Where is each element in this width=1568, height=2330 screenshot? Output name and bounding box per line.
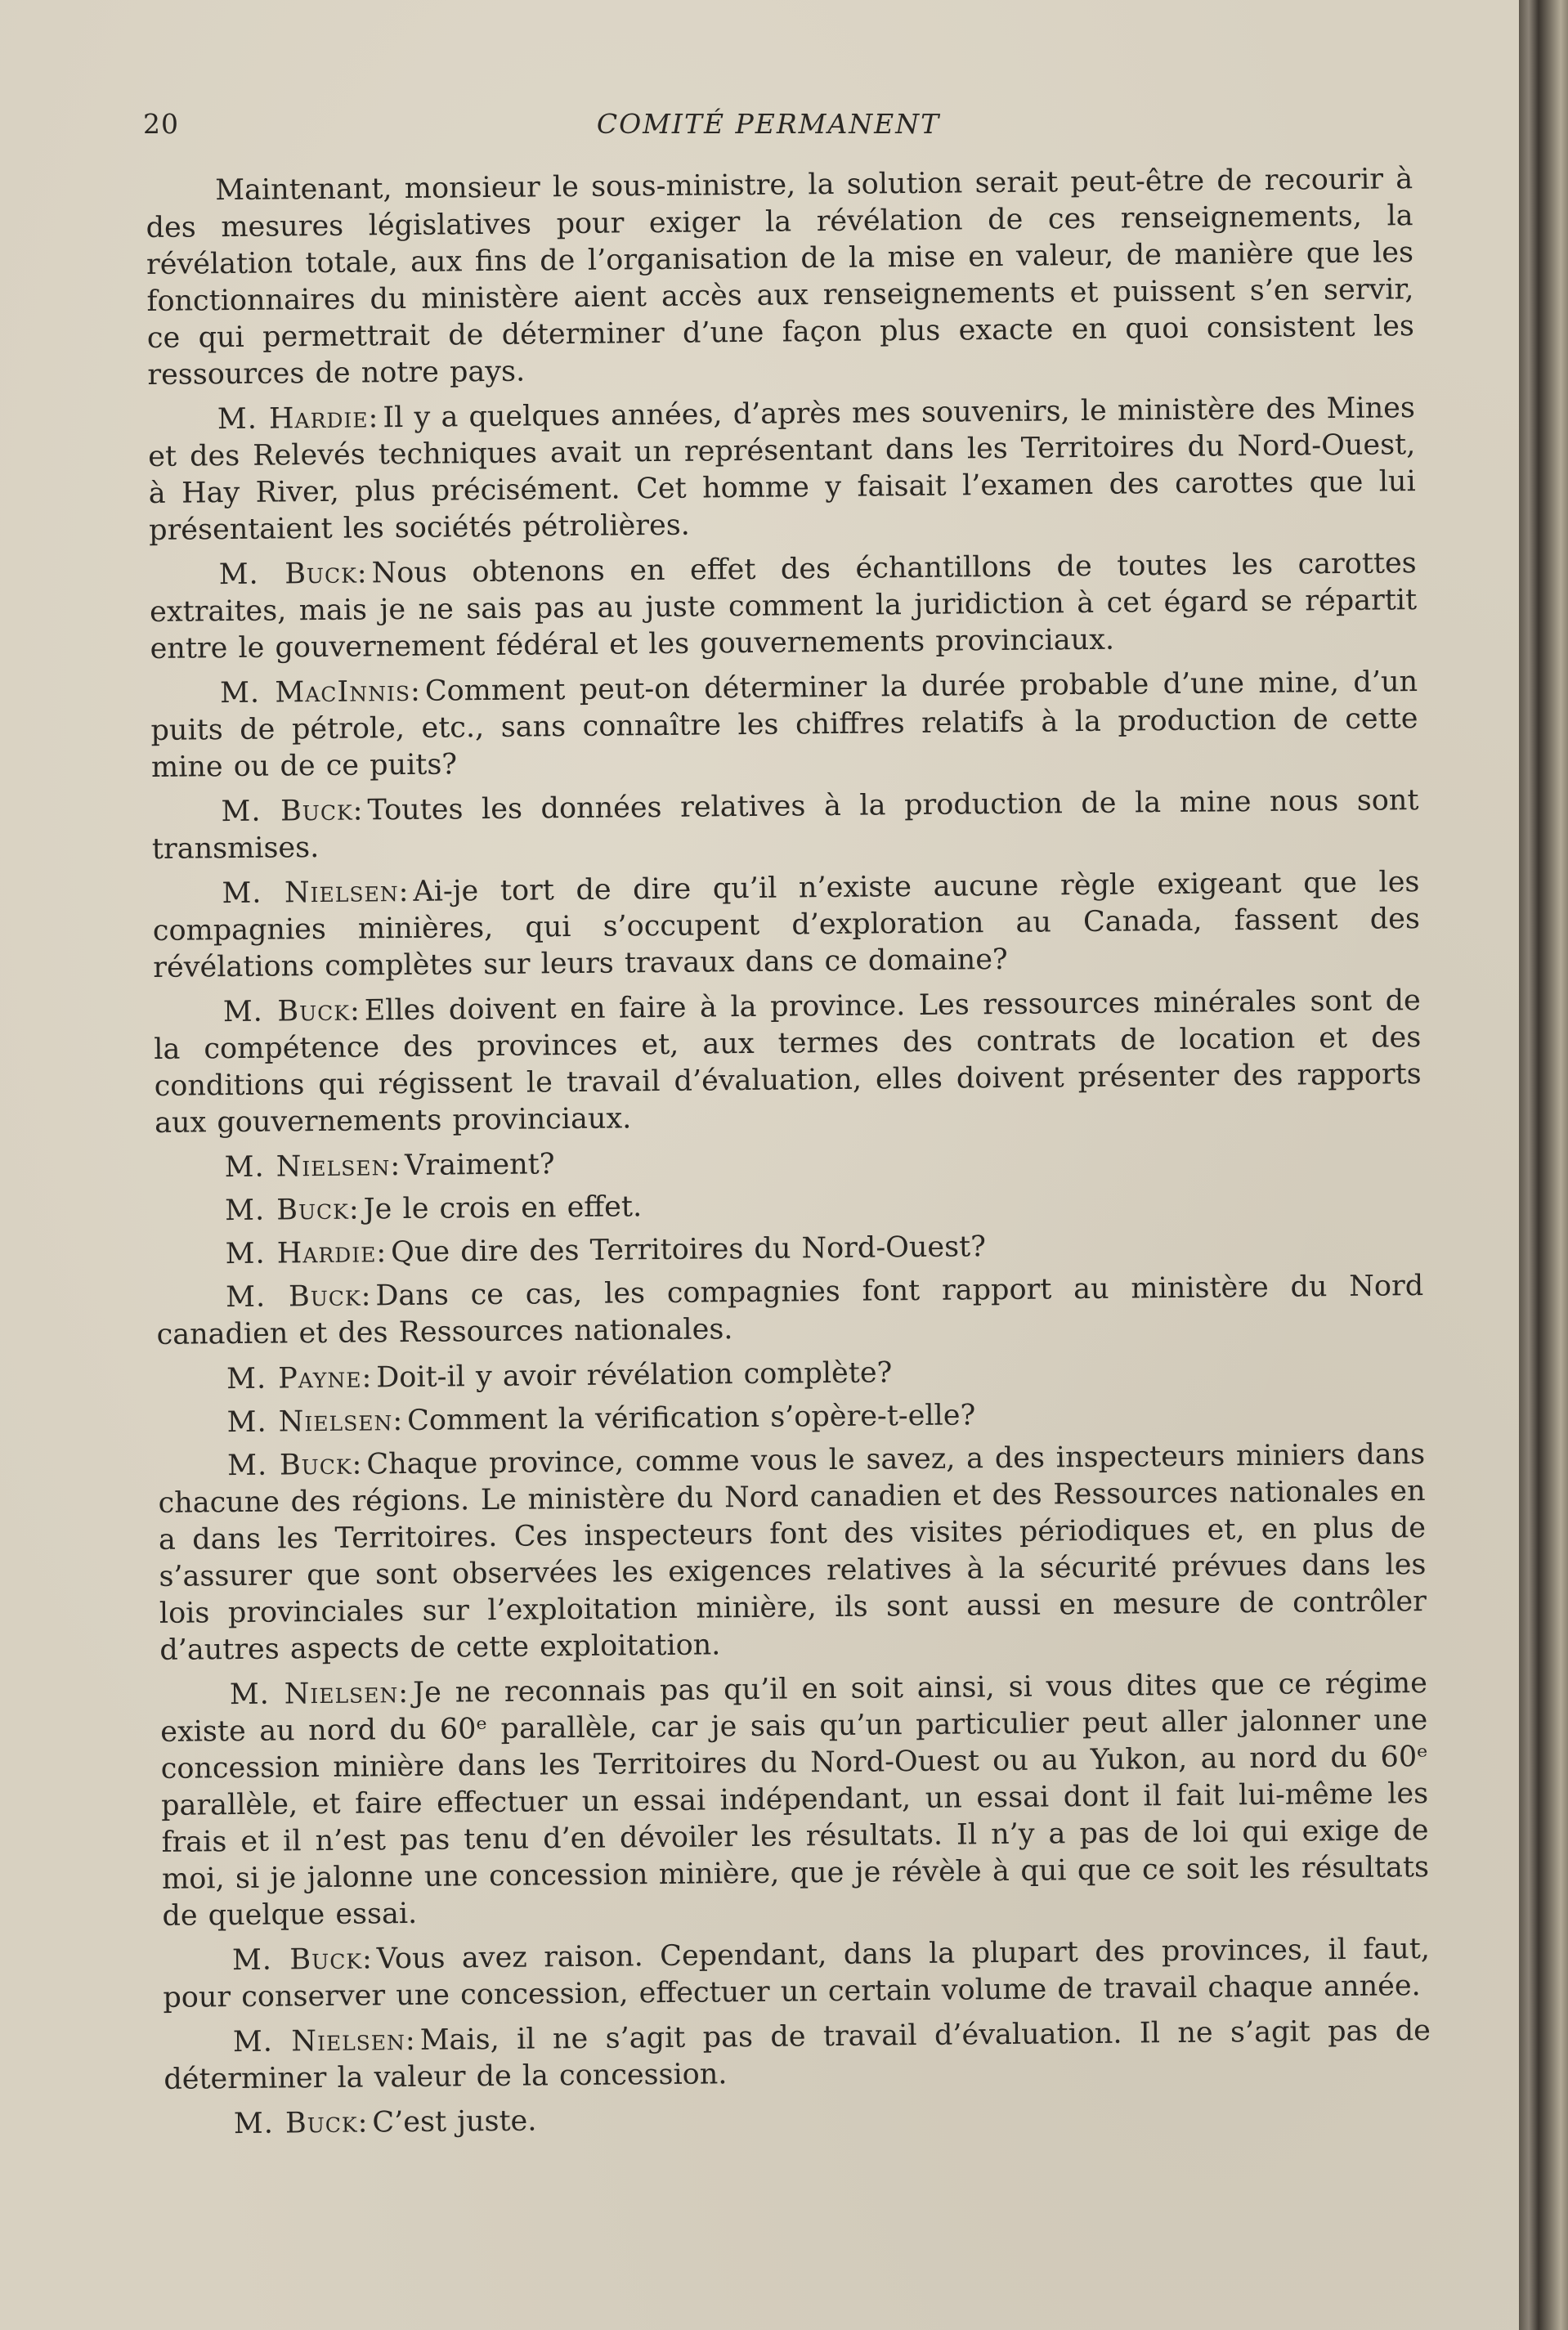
transcript-body: [146, 161, 1431, 2152]
speaker-name: M. Nielsen: [222, 876, 399, 911]
paragraph-text: Je ne reconnais pas qu’il en soit ainsi, si vous dites que ce régime existe au nord du 60ᵉ parallèle, car je sais qu’un particulier peut aller jalonner une concession minière dans les Territoires du Nord-Ouest ou au Yukon, au nord du 60ᵉ parallèle, et faire effectuer un essai indépendant, un essai dont il fait lui-même les frais et il n’est pas tenu d’en dévoiler les résultats. Il n’y a pas de loi qui exige de moi, si je jalonne une concession minière, que je révèle à qui que ce soit les résultats de quelque essai.: [160, 1667, 1430, 1933]
speaker-name: M. Hardie: [225, 1236, 377, 1271]
page-number: 20: [143, 108, 179, 140]
speaker-name: M. Buck: [231, 1942, 363, 1978]
paragraph-nielsen: M. Nielsen: Je ne reconnais pas qu’il en soit ainsi, si vous dites que ce régime existe au nord du 60ᵉ parallèle, car je sais qu’un particulier peut aller jalonner une concession minière dans les Territoires du Nord-Ouest ou au Yukon, au nord du 60ᵉ parallèle, et faire effectuer un essai indépendant, un essai dont il fait lui-même les frais et il n’est pas tenu d’en dévoiler les résultats. Il n’y a pas de loi qui exige de moi, si je jalonne une concession minière, que je révèle à qui que ce soit les résultats de quelque essai.: [160, 1667, 1430, 1933]
paragraph-intro: [146, 161, 1415, 394]
paragraph-hardie: M. Hardie: Que dire des Territoires du Nord-Ouest?: [225, 1230, 987, 1271]
paragraph-text: Mais, il ne s’agit pas de travail d’évaluation. Il ne s’agit pas de déterminer la valeur de la concession.: [164, 2014, 1431, 2096]
paragraph-buck: M. Buck: C’est juste.: [233, 2104, 537, 2141]
paragraph-text: Comment la vérification s’opère-t-elle?: [406, 1399, 976, 1437]
paragraph-text: Nous obtenons en effet des échantillons de toutes les carottes extraites, mais je ne sais pas au juste comment la juridiction à cet égard se répartit entre le gouvernement fédéral et les gouvernements provinciaux.: [149, 547, 1418, 665]
paragraph-text: Ai-je tort de dire qu’il n’existe aucune règle exigeant que les compagnies minières, qui s’occupent d’exploration au Canada, fassent des révélations complètes sur leurs travaux dans ce domaine?: [152, 866, 1421, 984]
paragraph-buck: M. Buck: Elles doivent en faire à la province. Les ressources minérales sont de la compétence des provinces et, aux termes des contrats de location et des conditions qui régissent le travail d’évaluation, elles doivent présenter des rapports aux gouvernements provinciaux.: [154, 984, 1422, 1140]
paragraph-text: Comment peut-on déterminer la durée probable d’une mine, d’un puits de pétrole, etc., sans connaître les chiffres relatifs à la production de cette mine ou de ce puits?: [150, 665, 1418, 784]
speaker-name: M. Buck: [226, 1279, 361, 1315]
paragraph-buck: M. Buck: Je le crois en effet.: [224, 1190, 643, 1228]
paragraph-text: C’est juste.: [372, 2104, 537, 2140]
paragraph-nielsen: M. Nielsen: Vraiment?: [224, 1148, 555, 1185]
paragraph-text: Elles doivent en faire à la province. Les ressources minérales sont de la compétence des provinces et, aux termes des contrats de location et des conditions qui régissent le travail d’évaluation, elles doivent présenter des rapports aux gouvernements provinciaux.: [154, 984, 1422, 1140]
paragraph-text: Vous avez raison. Cependant, dans la plupart des provinces, il faut, pour conserver une concession, effectuer un certain volume de travail chaque année.: [163, 1933, 1431, 2014]
paragraph-buck: M. Buck: Dans ce cas, les compagnies font rapport au ministère du Nord canadien et des Ressources nationales.: [156, 1270, 1424, 1351]
speaker-name: M. Buck: [222, 994, 351, 1029]
speaker-name: M. Buck: [224, 1193, 350, 1228]
paragraph-text: Vraiment?: [404, 1148, 555, 1183]
speaker-name: M. Hardie: [217, 401, 369, 437]
paragraph-text: Maintenant, monsieur le sous-ministre, la solution serait peut-être de recourir à des mesures législatives pour exiger la révélation de ces renseignements, la révélation totale, aux fins de l’organisation de la mise en valeur, de manière que les fonctionnaires du ministère aient accès aux renseignements et puissent s’en servir, ce qui permettrait de déterminer d’une façon plus exacte en quoi consistent les ressources de notre pays.: [146, 163, 1415, 392]
paragraph-nielsen: M. Nielsen: Ai-je tort de dire qu’il n’existe aucune règle exigeant que les compagnies minières, qui s’occupent d’exploration au Canada, fassent des révélations complètes sur leurs travaux dans ce domaine?: [152, 866, 1421, 984]
paragraph-text: Dans ce cas, les compagnies font rapport au ministère du Nord canadien et des Ressources nationales.: [156, 1270, 1424, 1351]
paragraph-text: Je le crois en effet.: [363, 1190, 643, 1226]
speaker-name: M. Buck: [221, 794, 353, 829]
speaker-name: M. Nielsen: [229, 1677, 399, 1712]
paragraph-hardie: M. Hardie: Il y a quelques années, d’après mes souvenirs, le ministère des Mines et des Relevés techniques avait un représentant dans les Territoires du Nord-Ouest, à Hay River, plus précisément. Cet homme y faisait l’examen des carottes que lui présentaient les sociétés pétrolières.: [148, 392, 1416, 547]
paragraph-text: Que dire des Territoires du Nord-Ouest?: [390, 1230, 987, 1270]
speaker-name: M. MacInnis: [219, 674, 411, 710]
speaker-name: M. Nielsen: [226, 1405, 393, 1440]
paragraph-buck: M. Buck: Vous avez raison. Cependant, dans la plupart des provinces, il faut, pour conserver une concession, effectuer un certain volume de travail chaque année.: [163, 1933, 1431, 2014]
book-spine-shadow: [1519, 0, 1568, 2330]
paragraph-text: Chaque province, comme vous le savez, a des inspecteurs miniers dans chacune des régions. Le ministère du Nord canadien et des Ressources nationales en a dans les Territoires. Ces inspecteurs font des visites périodiques et, en plus de s’assurer que sont observées les exigences relatives à la sécurité prévues dans les lois provinciales sur l’exploitation minière, ils sont aussi en mesure de contrôler d’autres aspects de cette exploitation.: [158, 1438, 1427, 1667]
paragraph-buck: M. Buck: Chaque province, comme vous le savez, a des inspecteurs miniers dans chacune des régions. Le ministère du Nord canadien et des Ressources nationales en a dans les Territoires. Ces inspecteurs font des visites périodiques et, en plus de s’assurer que sont observées les exigences relatives à la sécurité prévues dans les lois provinciales sur l’exploitation minière, ils sont aussi en mesure de contrôler d’autres aspects de cette exploitation.: [158, 1438, 1427, 1667]
paragraph-text: Il y a quelques années, d’après mes souvenirs, le ministère des Mines et des Relevés techniques avait un représentant dans les Territoires du Nord-Ouest, à Hay River, plus précisément. Cet homme y faisait l’examen des carottes que lui présentaient les sociétés pétrolières.: [148, 392, 1416, 547]
paragraph-buck: M. Buck: Toutes les données relatives à la production de la mine nous sont transmises.: [151, 784, 1419, 866]
paragraph-buck: M. Buck: Nous obtenons en effet des échantillons de toutes les carottes extraites, mais je ne sais pas au juste comment la juridiction à cet égard se répartit entre le gouvernement fédéral et les gouvernements provinciaux.: [149, 547, 1418, 665]
running-head: COMITÉ PERMANENT: [596, 108, 941, 140]
speaker-name: M. Nielsen: [232, 2024, 406, 2059]
paragraph-text: Doit-il y avoir révélation complète?: [376, 1356, 893, 1395]
speaker-name: M. Nielsen: [224, 1149, 391, 1185]
paragraph-macinnis: M. MacInnis: Comment peut-on déterminer la durée probable d’une mine, d’un puits de pétrole, etc., sans connaître les chiffres relatifs à la production de cette mine ou de ce puits?: [150, 665, 1418, 784]
speaker-name: M. Buck: [226, 1448, 352, 1483]
paragraph-nielsen: M. Nielsen: Comment la vérification s’opère-t-elle?: [226, 1399, 976, 1440]
speaker-name: M. Buck: [233, 2106, 358, 2141]
speaker-name: M. Buck: [218, 557, 358, 592]
speaker-name: M. Payne: [226, 1361, 362, 1396]
paragraph-payne: M. Payne: Doit-il y avoir révélation complète?: [226, 1356, 893, 1396]
paragraph-nielsen: M. Nielsen: Mais, il ne s’agit pas de travail d’évaluation. Il ne s’agit pas de déterminer la valeur de la concession.: [164, 2014, 1431, 2096]
paragraph-text: Toutes les données relatives à la production de la mine nous sont transmises.: [151, 784, 1419, 866]
page-header: [143, 108, 1394, 157]
